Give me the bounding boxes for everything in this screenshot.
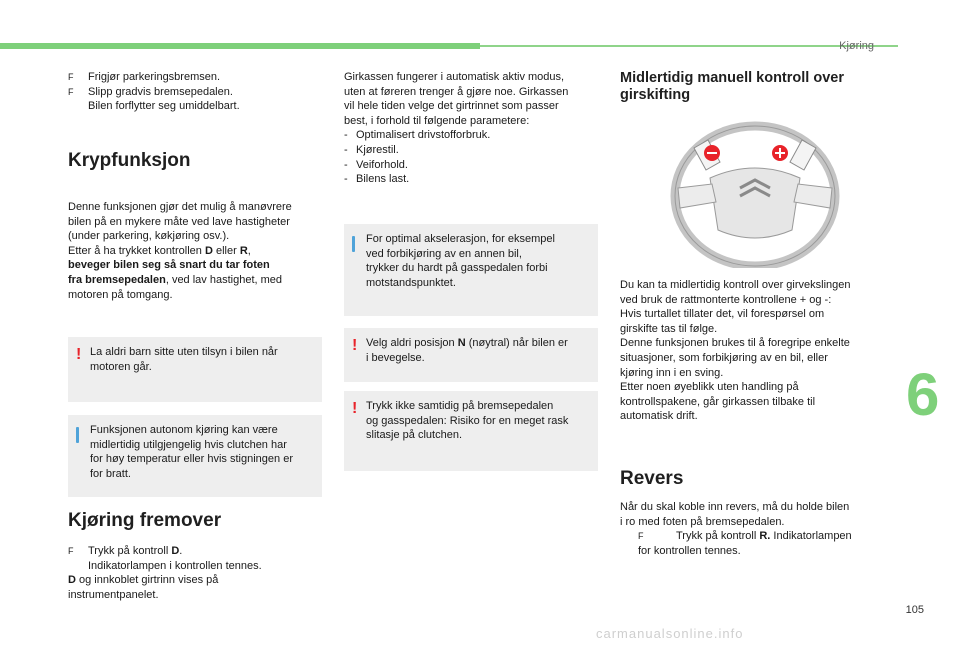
info-icon	[76, 427, 79, 443]
bullet-glyph: F	[68, 546, 74, 556]
page-number: 105	[905, 604, 924, 616]
list-item: F Trykk på kontroll R. Indikatorlampen	[638, 530, 852, 543]
heading-revers: Revers	[620, 468, 684, 489]
heading-manuell-kontroll: Midlertidig manuell kontroll over girskifting	[620, 70, 844, 103]
bullet-glyph: F	[638, 531, 644, 542]
heading-krypfunksjon: Krypfunksjon	[68, 150, 191, 171]
heading-kjoring-fremover: Kjøring fremover	[68, 510, 222, 531]
watermark: carmanualsonline.info	[596, 626, 744, 641]
list-item-continuation: Bilen forflytter seg umiddelbart.	[88, 100, 240, 113]
bullet-glyph: F	[68, 72, 74, 82]
header-accent-line	[480, 45, 898, 47]
info-box: Funksjonen autonom kjøring kan være midlertidig utilgjengelig hvis clutchen har for høy temperatur eller hvis stigningen er for bratt.	[68, 415, 322, 497]
header-accent-bar	[0, 43, 480, 49]
list-item: F Frigjør parkeringsbremsen.	[68, 71, 221, 83]
warning-box: ! Velg aldri posisjon N (nøytral) når bilen er i bevegelse.	[344, 328, 598, 382]
list-item: F Slipp gradvis bremsepedalen.	[68, 85, 233, 98]
info-icon	[352, 236, 355, 252]
list-item: - Kjørestil.	[344, 143, 399, 156]
list-item: F Trykk på kontroll D.	[68, 545, 183, 557]
manuell-kontroll-text: Du kan ta midlertidig kontroll over girvekslingen ved bruk de rattmonterte kontrollene + og -: Hvis turtallet tillater det, vil forespørsel om girskifte tas til følge. Denne funksjonen brukes til å foregripe enkelte situasjoner, som forbikjøring av en bil, eller kjøring inn i en sving. Etter noen øyeblikk uten handling på kontrollspakene, går girkassen tilbake til automatisk drift.	[620, 279, 851, 423]
warning-icon: !	[352, 400, 358, 417]
warning-icon: !	[76, 346, 82, 363]
warning-icon: !	[352, 337, 358, 354]
list-item: - Optimalisert drivstofforbruk.	[344, 129, 491, 142]
revers-text: Når du skal koble inn revers, må du holde bilen i ro med foten på bremsepedalen. F Trykk på kontroll R. Indikatorlampen for kontrollen tennes.	[620, 500, 890, 558]
section-name: Kjøring	[839, 40, 874, 52]
column-1	[68, 70, 324, 114]
warning-box: ! Trykk ikke samtidig på bremsepedalen og gasspedalen: Risiko for en meget rask slitasje på clutchen.	[344, 391, 598, 471]
list-item: - Bilens last.	[344, 173, 410, 186]
bullet-glyph: F	[68, 86, 74, 97]
list-item: - Veiforhold.	[344, 158, 408, 171]
steering-wheel-illustration	[660, 118, 850, 268]
info-box: For optimal akselerasjon, for eksempel ved forbikjøring av en annen bil, trykker du hardt på gasspedalen forbi motstandspunktet.	[344, 224, 598, 316]
fremover-text: F Trykk på kontroll D. Indikatorlampen i kontrollen tennes. D og innkoblet girtrinn vises på instrumentpanelet.	[68, 544, 324, 602]
chapter-number: 6	[906, 361, 940, 428]
column-2-intro: Girkassen fungerer i automatisk aktiv modus, uten at føreren trenger å gjøre noe. Girkassen vil hele tiden velge det girtrinnet som passer best, i forhold til følgende parametere: - Optimalisert drivstofforbruk. - Kjørestil. - Veiforhold. - Bilens last.	[344, 70, 600, 187]
warning-box: ! La aldri barn sitte uten tilsyn i bilen når motoren går.	[68, 337, 322, 402]
krypfunksjon-text: Denne funksjonen gjør det mulig å manøvrere bilen på en mykere måte ved lave hastigheter (under parkering, køkjøring osv.). Etter å ha trykket kontrollen D eller R, beveger bilen seg så snart du tar foten fra bremsepedalen, ved lav hastighet, med motoren på tomgang.	[68, 201, 292, 301]
